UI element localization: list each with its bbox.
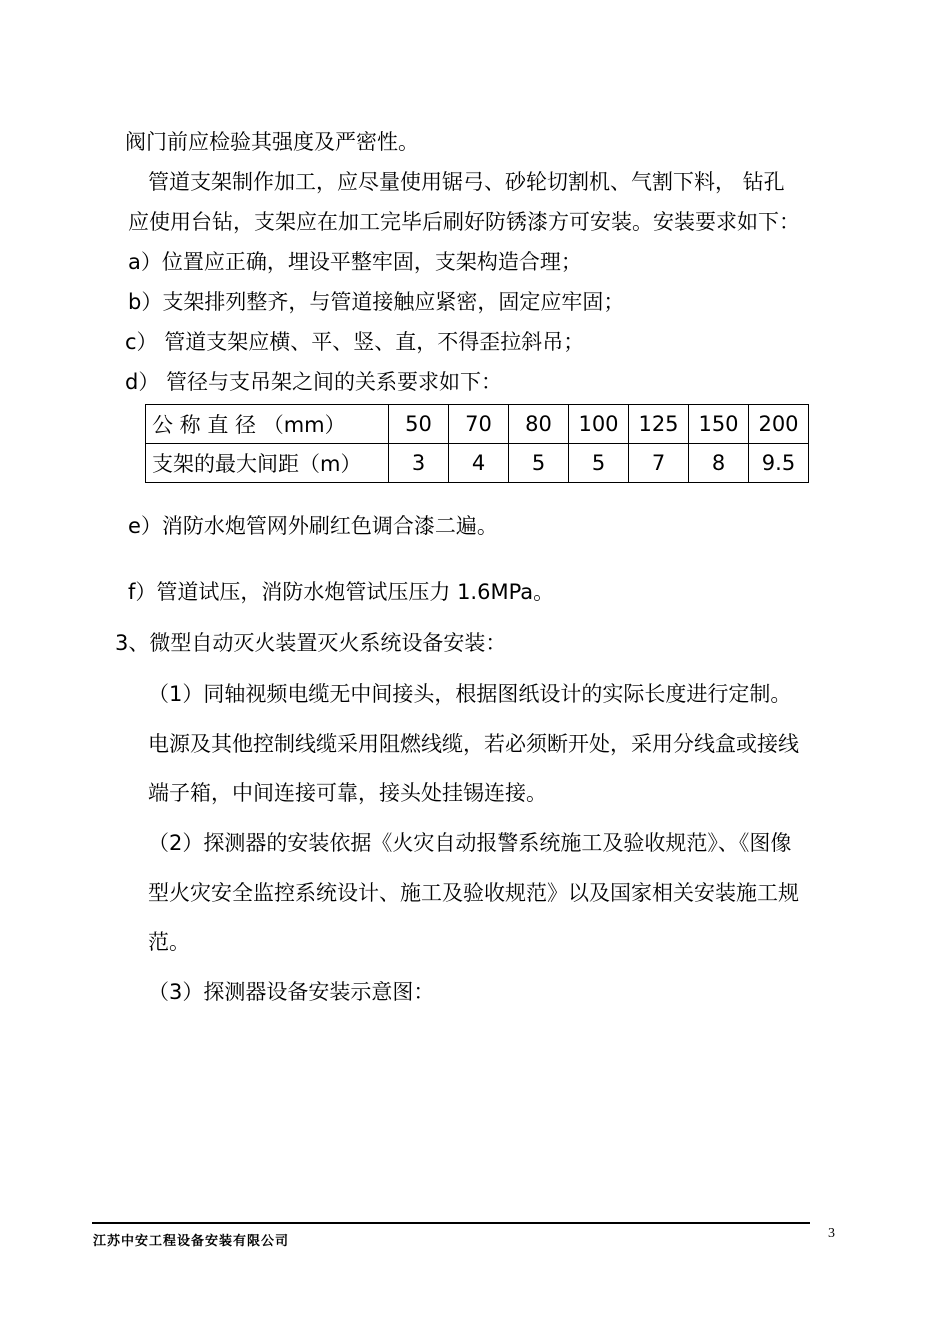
table-cell: 150 <box>689 405 749 444</box>
pipe-support-spacing-table <box>145 404 809 483</box>
list-item-e: e）消防水炮管网外刷红色调合漆二遍。 <box>128 514 498 538</box>
body-line-2: 管道支架制作加工，应尽量使用锯弓、砂轮切割机、气割下料， 钻孔 <box>148 170 785 194</box>
list-item-d: d） 管径与支吊架之间的关系要求如下： <box>125 370 503 394</box>
table-cell: 5 <box>509 444 569 483</box>
table-row <box>146 405 809 444</box>
table-cell: 200 <box>749 405 809 444</box>
body-line: （1）同轴视频电缆无中间接头，根据图纸设计的实际长度进行定制。 <box>148 682 792 706</box>
table-cell: 4 <box>449 444 509 483</box>
table-cell: 80 <box>509 405 569 444</box>
body-line: （3）探测器设备安装示意图： <box>148 980 435 1004</box>
body-line: 型火灾安全监控系统设计、施工及验收规范》以及国家相关安装施工规 <box>148 881 799 905</box>
table-cell: 50 <box>389 405 449 444</box>
table-header-spacing: 支架的最大间距（m） <box>146 444 389 483</box>
footer-company-name: 江苏中安工程设备安装有限公司 <box>93 1234 290 1249</box>
list-item-b: b）支架排列整齐，与管道接触应紧密，固定应牢固； <box>128 290 625 314</box>
footer-divider <box>92 1222 810 1224</box>
table-cell: 7 <box>629 444 689 483</box>
section-heading-3: 3、微型自动灭火装置灭火系统设备安装： <box>115 631 507 655</box>
table-cell: 125 <box>629 405 689 444</box>
table-cell: 9.5 <box>749 444 809 483</box>
list-item-a: a）位置应正确，埋设平整牢固，支架构造合理； <box>128 250 582 274</box>
body-line: 范。 <box>148 930 190 954</box>
page-number: 3 <box>828 1226 835 1241</box>
table-row <box>146 444 809 483</box>
table-cell: 8 <box>689 444 749 483</box>
list-item-c: c） 管道支架应横、平、竖、直，不得歪拉斜吊； <box>125 330 585 354</box>
body-line: 电源及其他控制线缆采用阻燃线缆，若必须断开处，采用分线盒或接线 <box>148 732 799 756</box>
table-cell: 3 <box>389 444 449 483</box>
list-item-f: f）管道试压，消防水炮管试压压力 1.6MPa。 <box>128 580 555 604</box>
table-cell: 100 <box>569 405 629 444</box>
body-line-1: 阀门前应检验其强度及严密性。 <box>125 130 419 154</box>
body-line: 端子箱，中间连接可靠，接头处挂锡连接。 <box>148 781 547 805</box>
table-cell: 70 <box>449 405 509 444</box>
body-line-3: 应使用台钻，支架应在加工完毕后刷好防锈漆方可安装。安装要求如下： <box>128 210 800 234</box>
table-header-diameter: 公 称 直 径 （mm） <box>146 405 389 444</box>
table-cell: 5 <box>569 444 629 483</box>
body-line: （2）探测器的安装依据《火灾自动报警系统施工及验收规范》、《图像 <box>148 831 792 855</box>
